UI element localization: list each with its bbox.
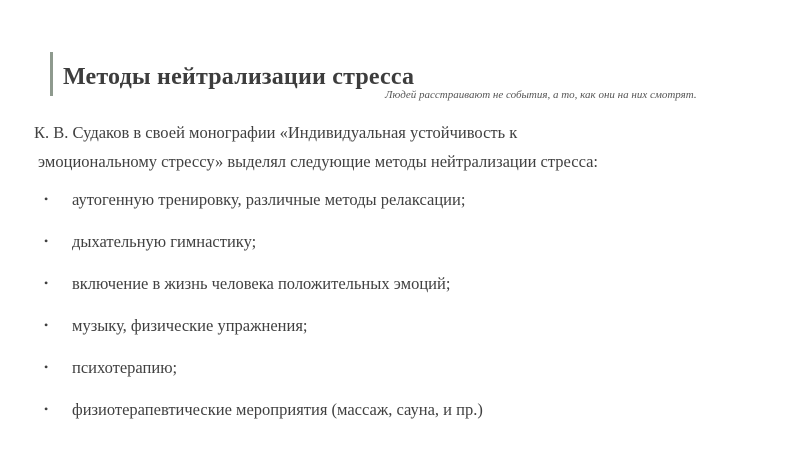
method-text: музыку, физические упражнения; xyxy=(72,316,308,335)
method-text: включение в жизнь человека положительных эмоций; xyxy=(72,274,451,293)
method-text: дыхательную гимнастику; xyxy=(72,232,257,251)
bullet-icon: • xyxy=(44,276,49,290)
slide-title: Методы нейтрализации стресса xyxy=(63,64,415,90)
bullet-icon: • xyxy=(44,318,49,332)
method-text: психотерапию; xyxy=(72,358,178,377)
bullet-icon: • xyxy=(44,192,49,206)
bullet-icon: • xyxy=(44,234,49,248)
method-text: аутогенную тренировку, различные методы релаксации; xyxy=(72,190,466,209)
intro-line-1: К. В. Судаков в своей монографии «Индивидуальная устойчивость к xyxy=(34,123,518,142)
intro-line-2: эмоциональному стрессу» выделял следующие методы нейтрализации стресса: xyxy=(38,152,599,171)
epigraph-quote: Людей расстраивают не события, а то, как они на них смотрят. xyxy=(385,89,697,101)
bullet-icon: • xyxy=(44,360,49,374)
intro-paragraph xyxy=(34,118,754,176)
bullet-icon: • xyxy=(44,402,49,416)
method-text: физиотерапевтические мероприятия (массаж, сауна, и пр.) xyxy=(72,400,483,419)
title-accent-bar xyxy=(50,52,53,96)
